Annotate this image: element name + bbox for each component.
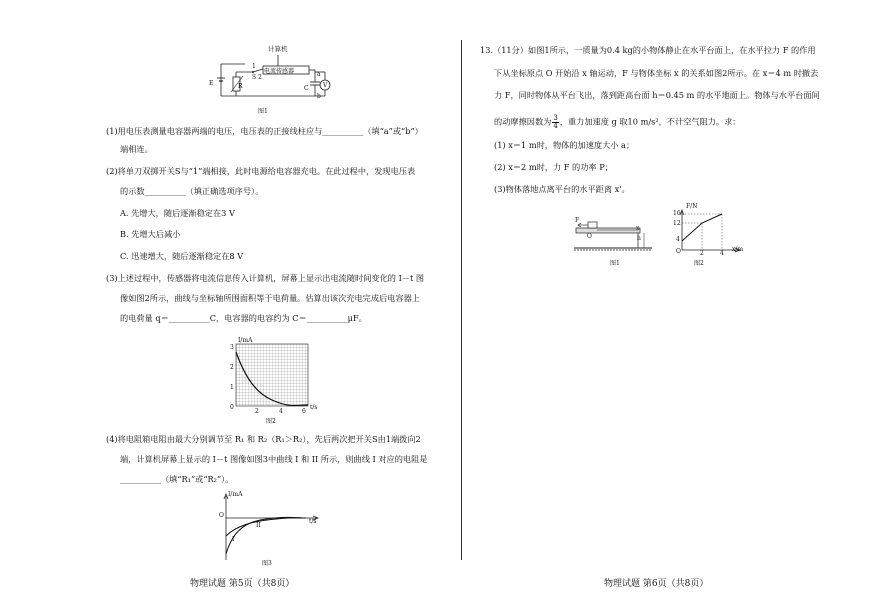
- q2-option-a: A. 先增大，随后逐渐稳定在3 V: [120, 208, 235, 218]
- graph2-xlabel: t/s: [310, 404, 318, 411]
- graph3-curve-II: II: [256, 522, 261, 529]
- graph2-grid: [236, 344, 311, 408]
- fig2-ytick-16: 16: [673, 210, 681, 217]
- right-page: [462, 0, 870, 615]
- computer-label: 计算机: [268, 45, 288, 53]
- q1-line1: (1)用电压表测量电容器两端的电压，电压表的正接线柱应与__________（填“a”或“b”）: [106, 126, 423, 136]
- q13-line2: 下从坐标原点 O 开始沿 x 轴运动，F 与物体坐标 x 的关系如图2所示。在 x＝4 m 时撤去: [494, 68, 819, 78]
- q13-line4: [494, 115, 740, 130]
- q13-line4-a: 的动摩擦因数为: [494, 116, 552, 127]
- q3-line3: 的电荷量 q＝__________C，电容器的电容约为 C＝__________μF。: [120, 313, 367, 323]
- friction-fraction: [552, 115, 558, 130]
- label-S: S: [252, 74, 257, 81]
- q3-line2: 像如图2所示，曲线与坐标轴所围面积等于电荷量。估算出该次充电完成后电容器上: [120, 293, 420, 303]
- q2-line2: 的示数__________（填正确选项序号）。: [120, 186, 264, 196]
- label-C: C: [304, 85, 309, 92]
- fig2-origin: O: [676, 248, 681, 255]
- fraction-numerator: 3: [553, 114, 558, 122]
- circuit-diagram: [205, 52, 335, 112]
- graph3-axes: [226, 494, 326, 564]
- label-two: 2: [258, 74, 262, 81]
- graph2-caption: 图2: [266, 418, 276, 425]
- label-one: 1: [252, 63, 256, 70]
- label-a: a: [317, 71, 321, 78]
- q4-line3: __________（填“R₁”或“R₂”）。: [120, 474, 234, 484]
- graph3-xlabel: t/s: [309, 518, 317, 525]
- graph2-xtick-6: 6: [302, 408, 306, 415]
- graph3-ylabel: I/mA: [228, 491, 243, 498]
- fig1-F: F: [575, 217, 580, 224]
- fraction-denominator: 4: [553, 122, 558, 130]
- label-E: E: [209, 80, 214, 87]
- fig2-xtick-4: 4: [720, 250, 724, 257]
- q1-line2: 端相连。: [120, 144, 153, 154]
- q13-line1: 13.（11分）如图1所示，一质量为0.4 kg的小物体静止在水平台面上，在水平拉力 F 的作用: [480, 45, 816, 55]
- right-footer: 物理试题 第6页（共8页）: [604, 579, 709, 589]
- fig2-xlabel: x/m: [732, 246, 744, 253]
- graph3-origin: O: [219, 512, 224, 519]
- sensor-label: 电流传感器: [264, 68, 295, 75]
- q4-line1: (4)将电阻箱电阻由最大分别调节至 R₁ 和 R₂（R₁＞R₂），先后两次把开关S由1端拨向2: [106, 434, 421, 444]
- graph2-ylabel: I/mA: [238, 337, 253, 344]
- graph3-caption: 图3: [262, 560, 272, 567]
- label-R: R: [238, 83, 243, 90]
- graph2-ytick-1: 1: [230, 384, 234, 391]
- q13-part2: (2) x＝2 m时，力 F 的功率 P；: [494, 162, 613, 172]
- fig2-ytick-4: 4: [676, 236, 680, 243]
- fig1-x: x: [636, 225, 640, 232]
- q13-part3: (3)物体落地点离平台的水平距离 x'。: [494, 184, 630, 194]
- graph3-curve-I: I: [232, 536, 235, 543]
- label-V: V: [323, 82, 328, 89]
- graph2-origin: 0: [230, 404, 234, 411]
- force-graph-plot: [682, 210, 742, 250]
- platform-diagram: [574, 218, 654, 256]
- q13-line3: 力 F，同时物体从平台飞出，落到距高台面 h＝0.45 m 的水平地面上。物体与水平台面间: [494, 90, 820, 100]
- fig2-caption: 图2: [694, 260, 704, 267]
- q2-option-b: B. 先增大后减小: [120, 229, 181, 239]
- label-b: b: [317, 93, 321, 100]
- graph2-ytick-2: 2: [230, 364, 234, 371]
- fig1-O: O: [587, 233, 592, 240]
- fig2-xtick-2: 2: [700, 250, 704, 257]
- fig2-ylabel: F/N: [686, 203, 698, 210]
- q2-line1: (2)将单刀双掷开关S与“1”端相接，此时电源给电容器充电。在此过程中，发现电压表: [106, 166, 416, 176]
- graph2-ytick-3: 3: [230, 344, 234, 351]
- fig1-caption: 图1: [610, 260, 620, 267]
- q13-part1: (1) x＝1 m时，物体的加速度大小 a；: [494, 140, 635, 150]
- fig1-h: h: [637, 235, 641, 242]
- q2-option-c: C. 迅速增大，随后逐渐稳定在8 V: [120, 251, 244, 261]
- fig2-ytick-12: 12: [673, 220, 681, 227]
- q4-line2: 端，计算机屏幕上显示的 I－t 图像如图3中曲线 I 和 II 所示，则曲线 I 对应的电阻是: [120, 454, 428, 464]
- circuit-caption: 图1: [258, 108, 268, 115]
- q13-line4-b: ，重力加速度 g 取10 m/s²，不计空气阻力。求：: [559, 116, 741, 127]
- graph2-xtick-2: 2: [255, 408, 259, 415]
- graph2-xtick-4: 4: [279, 408, 283, 415]
- q3-line1: (3)上述过程中，传感器将电流信息传入计算机，屏幕上显示出电流随时间变化的 I－t 图: [106, 273, 425, 283]
- left-footer: 物理试题 第5页（共8页）: [190, 579, 295, 589]
